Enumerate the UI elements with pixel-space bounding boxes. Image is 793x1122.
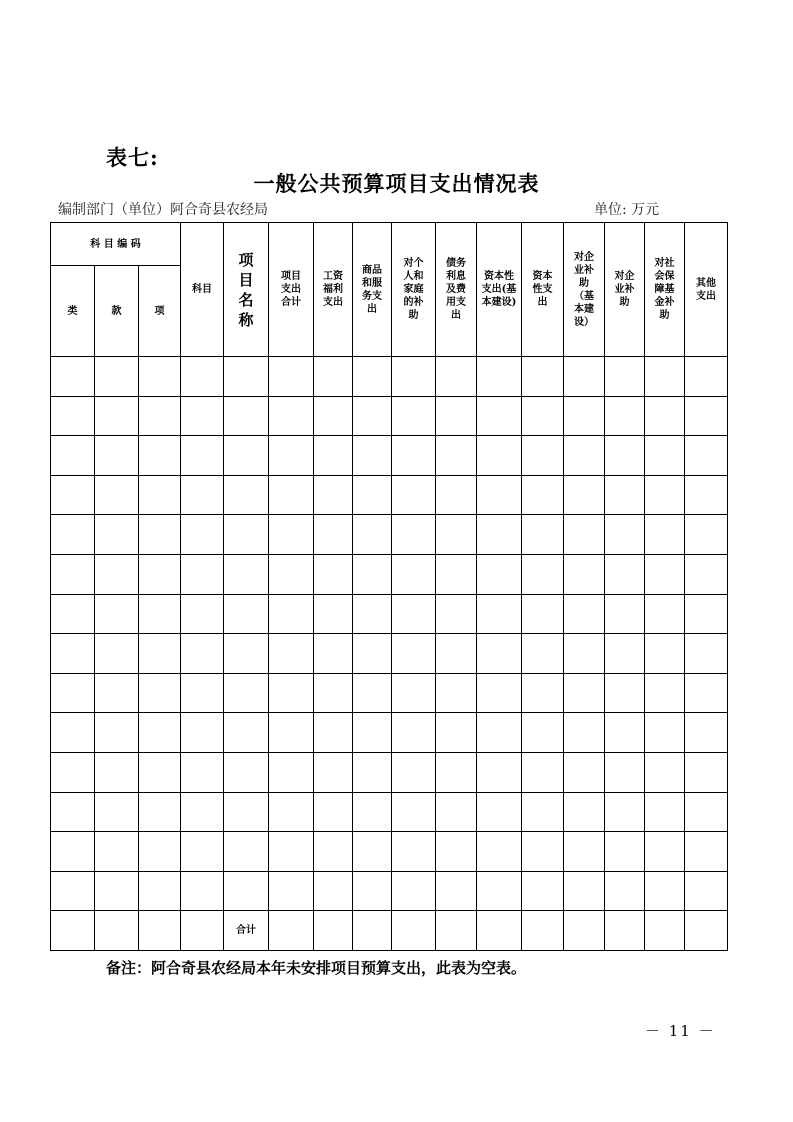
table-row [51, 832, 728, 872]
column-header-debt-interest: 债务利息及费用支出 [436, 223, 477, 357]
table-row [51, 436, 728, 476]
table-row [51, 554, 728, 594]
table-row [51, 871, 728, 911]
code-header-category: 类 [51, 266, 95, 357]
column-header-enterprise-subsidy: 对企业补助 [605, 223, 645, 357]
column-header-household-subsidy: 对个人和家庭的补助 [392, 223, 436, 357]
page-title: 一般公共预算项目支出情况表 [253, 171, 540, 196]
code-header-section: 款 [95, 266, 139, 357]
column-header-enterprise-subsidy-infrastructure: 对企业补助（基本建设） [564, 223, 605, 357]
table-row [51, 673, 728, 713]
column-header-capital: 资本性支出 [522, 223, 564, 357]
code-header-item: 项 [139, 266, 181, 357]
column-header-social-security-fund: 对社会保障基金补助 [645, 223, 685, 357]
page-number: － 11 － [645, 1022, 716, 1040]
table-row [51, 357, 728, 397]
column-header-other: 其他支出 [685, 223, 728, 357]
total-label: 合计 [224, 911, 269, 951]
compiling-unit-text: 编制部门（单位）阿合奇县农经局 [58, 202, 268, 218]
table-row [51, 752, 728, 792]
project-expenditure-table [50, 222, 728, 951]
column-header-goods-services: 商品和服务支出 [353, 223, 392, 357]
table-row [51, 792, 728, 832]
total-row [51, 911, 728, 951]
column-header-wages-welfare: 工资福利支出 [314, 223, 353, 357]
table-row [51, 396, 728, 436]
currency-unit-text: 单位: 万元 [594, 202, 660, 218]
column-header-project-total: 项目支出合计 [269, 223, 314, 357]
table-row [51, 634, 728, 674]
remarks-note: 备注：阿合奇县农经局本年未安排项目预算支出，此表为空表。 [106, 959, 527, 977]
table-row [51, 515, 728, 555]
column-header-subject: 科目 [181, 223, 224, 357]
column-header-project-name: 项目名称 [224, 223, 269, 357]
table-row [51, 713, 728, 753]
subject-code-group-header: 科 目 编 码 [51, 223, 181, 266]
table-number-label: 表七: [106, 145, 159, 170]
table-row [51, 594, 728, 634]
table-row [51, 475, 728, 515]
column-header-capital-infrastructure: 资本性支出(基本建设) [477, 223, 522, 357]
